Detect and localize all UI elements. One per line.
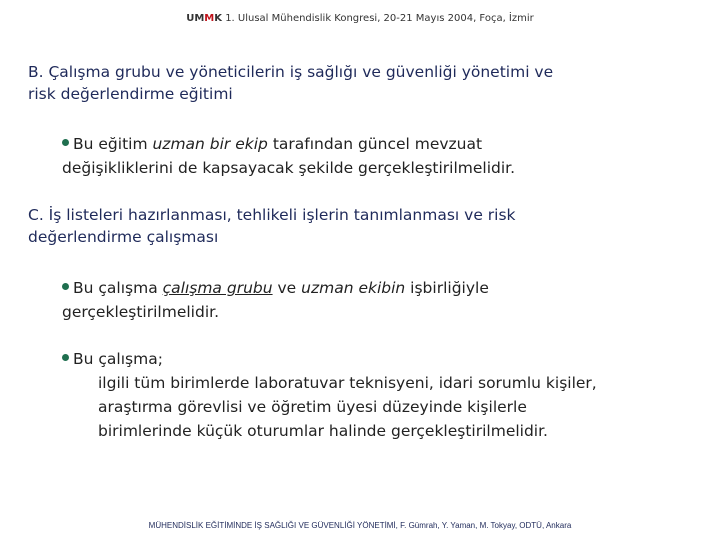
section-c-bullet-1: Bu çalışma çalışma grubu ve uzman ekibin işbirliğiyle gerçekleştirilmelidir.: [62, 279, 489, 321]
section-c-title: C. İş listeleri hazırlanması, tehlikeli işlerin tanımlanması ve risk değerlendirme çalışması: [28, 206, 516, 246]
bullet-dot-icon: [62, 354, 69, 361]
section-b-title: B. Çalışma grubu ve yöneticilerin iş sağlığı ve güvenliği yönetimi ve risk değerlendirme eğitimi: [28, 63, 554, 103]
bullet-dot-icon: [62, 283, 69, 290]
section-c-bullet-2: Bu çalışma; ilgili tüm birimlerde laboratuvar teknisyeni, idari sorumlu kişiler, araştırma görevlisi ve öğretim üyesi düzeyinde kişilerle birimlerinde küçük oturumlar halinde gerçekleştirilmelidir.: [62, 347, 597, 443]
slide-footer: MÜHENDİSLİK EĞİTİMİNDE İŞ SAĞLIĞI VE GÜVENLİĞİ YÖNETİMİ, F. Gümrah, Y. Yaman, M. Tokyay, ODTÜ, Ankara: [148, 521, 572, 530]
section-b-bullet: Bu eğitim uzman bir ekip tarafından güncel mevzuat değişikliklerini de kapsayacak şekilde gerçekleştirilmelidir.: [62, 135, 516, 177]
conference-header: [0, 13, 720, 24]
bullet-dot-icon: [62, 139, 69, 146]
conference-logo: UMMK: [186, 13, 222, 24]
conference-header-text: 1. Ulusal Mühendislik Kongresi, 20-21 Mayıs 2004, Foça, İzmir: [225, 13, 534, 24]
